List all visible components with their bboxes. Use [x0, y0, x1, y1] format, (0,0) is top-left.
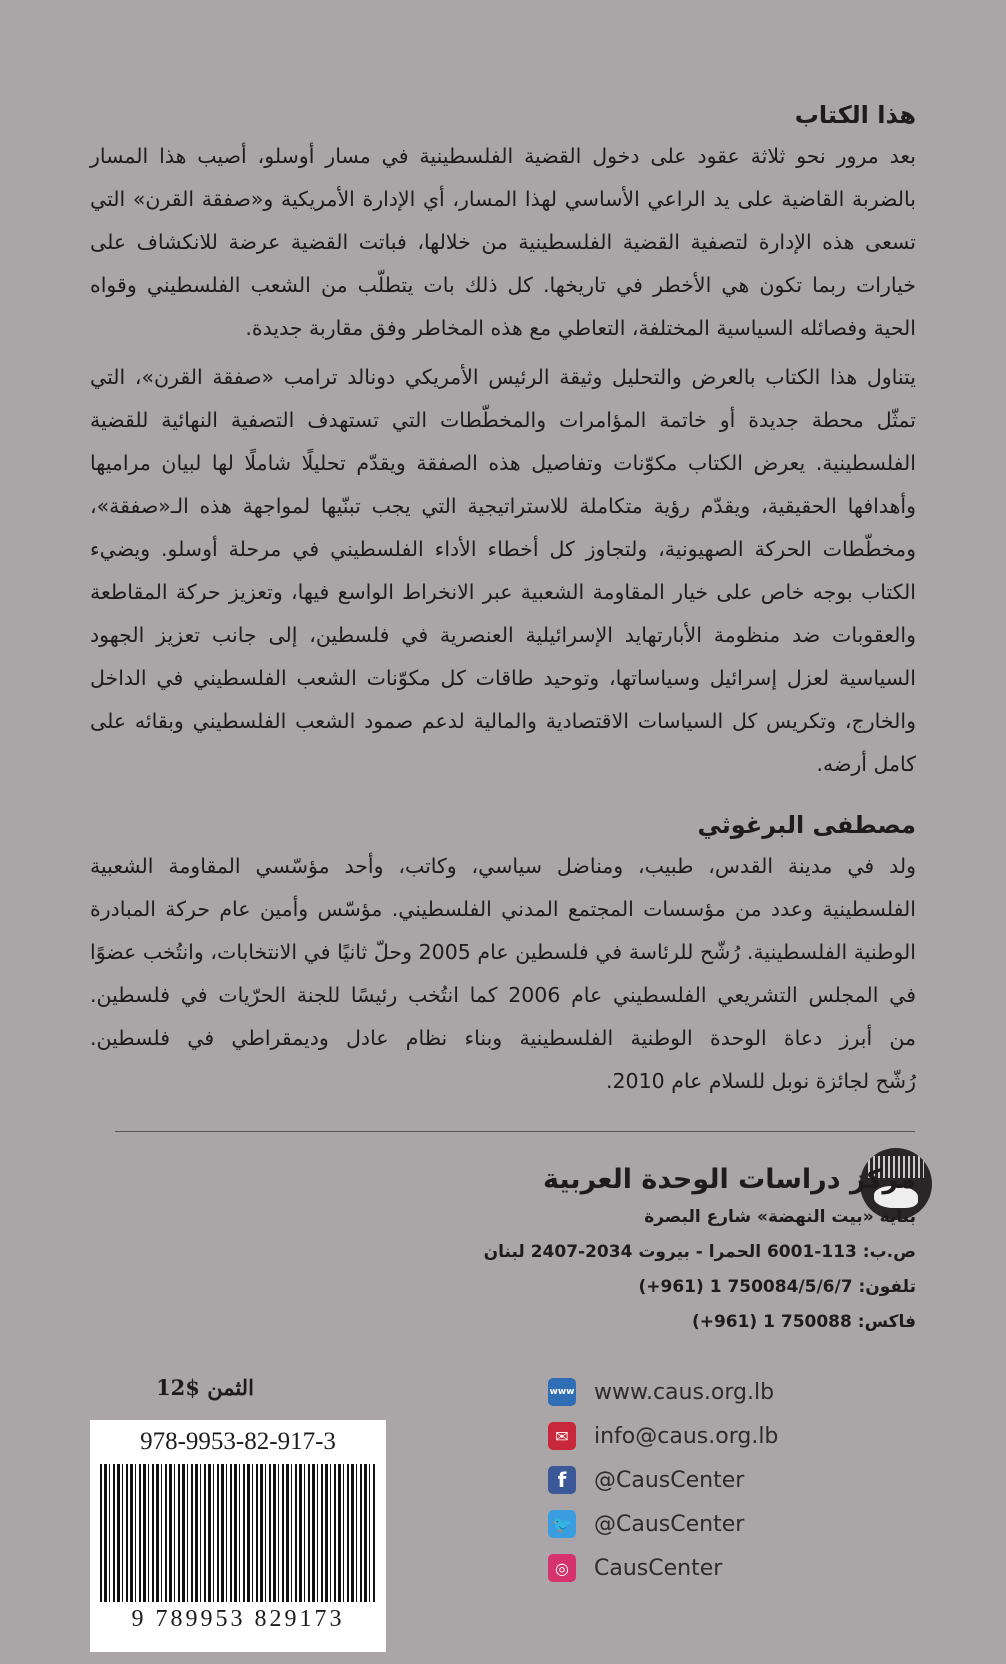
pobox-value: 113-6001 الحمرا - بيروت 2034-2407 لبنان	[483, 1242, 857, 1262]
facebook-icon: f	[548, 1466, 576, 1494]
text-line: الحية وفصائله السياسية المختلفة، التعاطي مع هذه المخاطر وفق مقاربة جديدة.	[245, 316, 916, 340]
text-line: في المجلس التشريعي الفلسطيني عام 2006 كما انتُخب رئيسًا للجنة الحرّيات في فلسطين.	[90, 983, 916, 1007]
barcode-label	[90, 1420, 386, 1652]
text-line: الوطنية الفلسطينية. رُشّح للرئاسة في فلسطين عام 2005 وحلّ ثانيًا في الانتخابات، وانتُخب عضوًا	[90, 940, 916, 964]
text-line: وأهدافها الحقيقية، ويقدّم رؤية متكاملة للاستراتيجية التي يجب تبنّيها لمواجهة هذه الـ«صفقة»،	[90, 494, 916, 518]
publisher-pobox	[356, 1235, 916, 1270]
fax-label: فاكس:	[857, 1312, 916, 1332]
contact-facebook[interactable]	[548, 1458, 778, 1502]
text-line: الكتاب بوجه خاص على خيار المقاومة الشعبية عبر الانخراط الواسع فيها، وتعزيز حركة المقاطعة	[90, 580, 916, 604]
author-bio	[90, 845, 916, 1103]
contact-email[interactable]	[548, 1414, 778, 1458]
pobox-label: ص.ب:	[862, 1242, 916, 1262]
barcode-number: 9 789953 829173	[131, 1606, 345, 1632]
contact-website[interactable]	[548, 1370, 778, 1414]
divider	[115, 1131, 915, 1132]
publisher-name: مركز دراسات الوحدة العربية	[543, 1164, 916, 1195]
publisher-block	[356, 1160, 916, 1340]
publisher-fax	[356, 1305, 916, 1340]
text-line: من أبرز دعاة الوحدة الوطنية الفلسطينية وبناء نظام عادل وديمقراطي في فلسطين.	[90, 1026, 916, 1050]
text-line: رُشّح لجائزة نوبل للسلام عام 2010.	[605, 1069, 916, 1093]
tel-value: (+961) 1 750084/5/6/7	[638, 1277, 853, 1297]
text-line: الفلسطينية. يعرض الكتاب مكوّنات وتفاصيل هذه الصفقة ويقدّم تحليلًا شاملًا لها لبيان مراميها	[90, 451, 916, 475]
text-line: ومخطّطات الحركة الصهيونية، ولتجاوز كل أخطاء الأداء الفلسطيني في مرحلة أوسلو. ويضيء	[90, 537, 916, 561]
author-section	[90, 805, 916, 1103]
text-line: كامل أرضه.	[816, 752, 916, 776]
contact-list	[548, 1370, 778, 1590]
about-paragraph-2	[90, 356, 916, 786]
instagram-icon: ◎	[548, 1554, 576, 1582]
about-heading: هذا الكتاب	[794, 101, 916, 129]
contact-instagram[interactable]	[548, 1546, 778, 1590]
envelope-icon: ✉	[548, 1422, 576, 1450]
contact-twitter[interactable]	[548, 1502, 778, 1546]
text-line: بالضربة القاضية على يد الراعي الأساسي لهذا المسار، أي الإدارة الأمريكية و«صفقة القرن» التي	[90, 187, 916, 211]
text-line: والعقوبات ضد منظومة الأبارتهايد الإسرائيلية العنصرية في فلسطين، إلى جانب تعزيز الجهود	[90, 623, 916, 647]
publisher-tel	[356, 1270, 916, 1305]
fax-value: (+961) 1 750088	[691, 1312, 852, 1332]
twitter-text: @CausCenter	[594, 1511, 745, 1537]
text-line: تمثّل محطة جديدة أو خاتمة المؤامرات والمخطّطات التي تستهدف التصفية النهائية للقضية	[90, 408, 916, 432]
text-line: تسعى هذه الإدارة لتصفية القضية الفلسطينية من خلالها، فباتت القضية عرضة للانكشاف على	[90, 230, 916, 254]
barcode-icon	[100, 1464, 376, 1602]
isbn: 978-9953-82-917-3	[140, 1428, 336, 1455]
twitter-icon: 🐦	[548, 1510, 576, 1538]
text-line: بعد مرور نحو ثلاثة عقود على دخول القضية الفلسطينية في مسار أوسلو، أصيب هذا المسار	[90, 144, 916, 168]
globe-icon: www	[548, 1378, 576, 1406]
website-text: www.caus.org.lb	[594, 1379, 775, 1405]
text-line: خيارات ربما تكون هي الأخطر في تاريخها. كل ذلك بات يتطلّب من الشعب الفلسطيني وقواه	[90, 273, 916, 297]
text-line: ولد في مدينة القدس، طبيب، ومناضل سياسي، وكاتب، وأحد مؤسّسي المقاومة الشعبية	[90, 854, 916, 878]
author-heading: مصطفى البرغوثي	[697, 811, 916, 839]
price: الثمن $12	[156, 1375, 254, 1400]
tel-label: تلفون:	[858, 1277, 916, 1297]
publisher-address: بناية «بيت النهضة» شارع البصرة	[644, 1207, 916, 1227]
email-text: info@caus.org.lb	[594, 1423, 779, 1449]
instagram-text: CausCenter	[594, 1555, 723, 1581]
text-line: والخارج، وتكريس كل السياسات الاقتصادية والمالية لدعم صمود الشعب الفلسطيني وبقائه على	[90, 709, 916, 733]
text-line: الفلسطينية وعدد من مؤسسات المجتمع المدني الفلسطيني. مؤسّس وأمين عام حركة المبادرة	[90, 897, 916, 921]
about-section	[90, 95, 916, 786]
about-paragraph-1	[90, 135, 916, 350]
text-line: السياسية لعزل إسرائيل وسياساتها، وتوحيد طاقات كل مكوّنات الشعب الفلسطيني في الداخل	[90, 666, 916, 690]
text-line: يتناول هذا الكتاب بالعرض والتحليل وثيقة الرئيس الأمريكي دونالد ترامب «صفقة القرن»، التي	[90, 365, 916, 389]
facebook-text: @CausCenter	[594, 1467, 745, 1493]
